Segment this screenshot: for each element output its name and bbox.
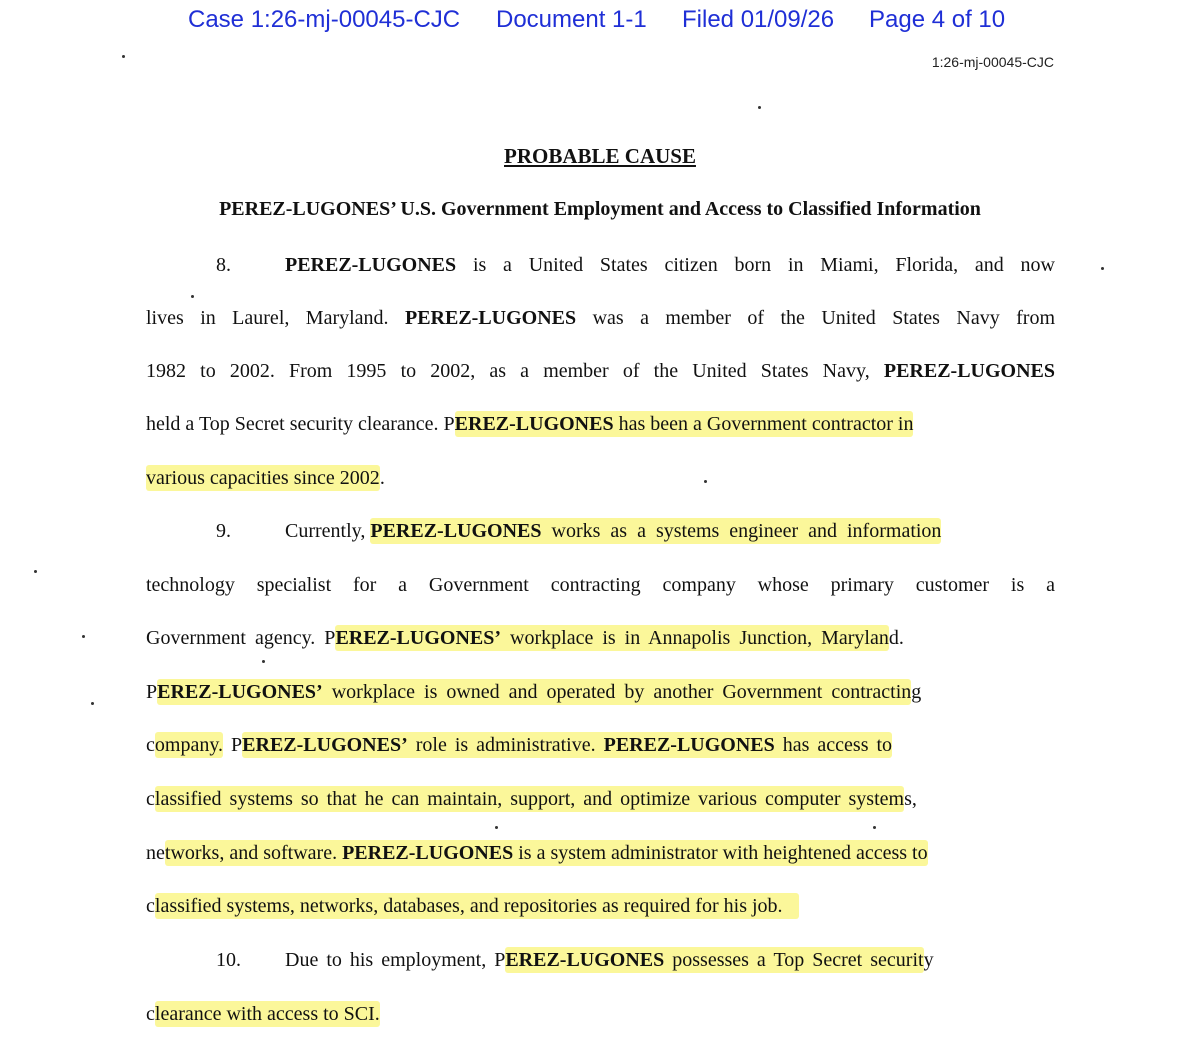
paragraph-8-line-5 [146,465,1055,491]
text: d. [888,627,904,649]
defendant-name: PEREZ-LUGONES [405,307,577,329]
defendant-name: EREZ-LUGONES’ [242,734,408,756]
text: has access to [774,734,893,756]
paragraph-9-line-8 [146,893,1055,919]
page-case-number: 1:26-mj-00045-CJC [931,54,1054,70]
paragraph-9-line-3 [146,625,1055,651]
paragraph-9-line-2 [146,572,1055,598]
paragraph-8-line-1 [216,252,1055,278]
text: workplace is in Annapolis Junction, Marylan [501,627,889,649]
text: is a system administrator with heightened access to [513,842,928,864]
paragraph-9-line-5 [146,732,1055,758]
text: g [911,681,922,703]
highlight [242,732,892,758]
paragraph-8-line-3 [146,358,1055,384]
highlight [165,840,928,866]
text: has been a Government contractor in [613,413,914,435]
scan-speck [758,106,761,109]
highlight [335,625,888,651]
paragraph-number: 8. [216,254,231,276]
paragraph-9-line-7 [146,840,1055,866]
scan-speck [191,295,194,298]
text: c [146,734,155,756]
paragraph-8-line-2 [146,305,1055,331]
text: Government agency. P [146,627,336,649]
highlight: various capacities since 2002 [146,467,380,489]
defendant-name: EREZ-LUGONES [454,413,614,435]
document-number-stamp: Document 1-1 [496,6,647,33]
paragraph-8-line-4 [146,411,1055,437]
highlight: ompany. [154,734,224,756]
text: c [146,788,155,810]
defendant-name: EREZ-LUGONES [505,949,665,971]
scan-speck [495,826,498,829]
text: s, [904,788,917,810]
paragraph-10-line-2 [146,1001,1055,1027]
subsection-title: PEREZ-LUGONES’ U.S. Government Employment and Access to Classified Information [219,198,981,220]
scan-speck [91,702,94,705]
text: c [146,1003,155,1025]
text: works as a systems engineer and information [541,520,942,542]
highlight [455,411,914,437]
text: 1982 to 2002. From 1995 to 2002, as a member of the United States Navy, [146,360,870,382]
text: ne [146,842,165,864]
paragraph-9-line-1 [216,518,1055,544]
defendant-name: PEREZ-LUGONES [342,842,514,864]
highlight [370,518,941,544]
scan-speck [262,660,265,663]
text: tworks, and software. [164,842,343,864]
text: was a member of the United States Navy from [592,307,1056,329]
text: lives in Laurel, Maryland. [146,307,389,329]
text: technology specialist for a Government contracting company whose primary customer is a [146,574,1055,596]
page-number-stamp: Page 4 of 10 [869,6,1006,33]
paragraph-9-line-4 [146,679,1055,705]
filed-date-stamp: Filed 01/09/26 [682,6,835,33]
paragraph-9-line-6 [146,786,1055,812]
highlight: learance with access to SCI. [154,1003,380,1025]
text: is a United States citizen born in Miami, Florida, and now [472,254,1056,276]
text: held a Top Secret security clearance. P [146,413,455,435]
text: P [146,681,158,703]
text: role is administrative. [407,734,604,756]
text: y [923,949,934,971]
defendant-name: PEREZ-LUGONES [285,254,457,276]
defendant-name: PEREZ-LUGONES [603,734,775,756]
text: P [223,734,243,756]
text: c [146,895,155,917]
text: . [379,467,385,489]
paragraph-number: 9. [216,520,231,542]
text: workplace is owned and operated by another Government contractin [322,681,912,703]
defendant-name: EREZ-LUGONES’ [157,681,323,703]
defendant-name: PEREZ-LUGONES [370,520,542,542]
text: possesses a Top Secret securit [664,949,924,971]
scan-speck [704,480,707,483]
text: Due to his employment, P [285,949,506,971]
case-number-stamp: Case 1:26-mj-00045-CJC [188,6,461,33]
paragraph-10-line-1 [216,947,1055,973]
paragraph-number: 10. [216,949,241,971]
scan-speck [34,570,37,573]
defendant-name: PEREZ-LUGONES [883,360,1056,382]
text: Currently, [285,520,371,542]
highlight: lassified systems, networks, databases, and repositories as required for his job. [155,893,799,919]
highlight: lassified systems so that he can maintain, support, and optimize various computer system [154,788,905,810]
scan-speck [82,635,85,638]
highlight [505,947,923,973]
scan-speck [122,55,125,58]
defendant-name: EREZ-LUGONES’ [335,627,502,649]
scan-speck [873,826,876,829]
highlight [157,679,911,705]
scan-speck [1101,267,1104,270]
section-title: PROBABLE CAUSE [504,144,696,168]
